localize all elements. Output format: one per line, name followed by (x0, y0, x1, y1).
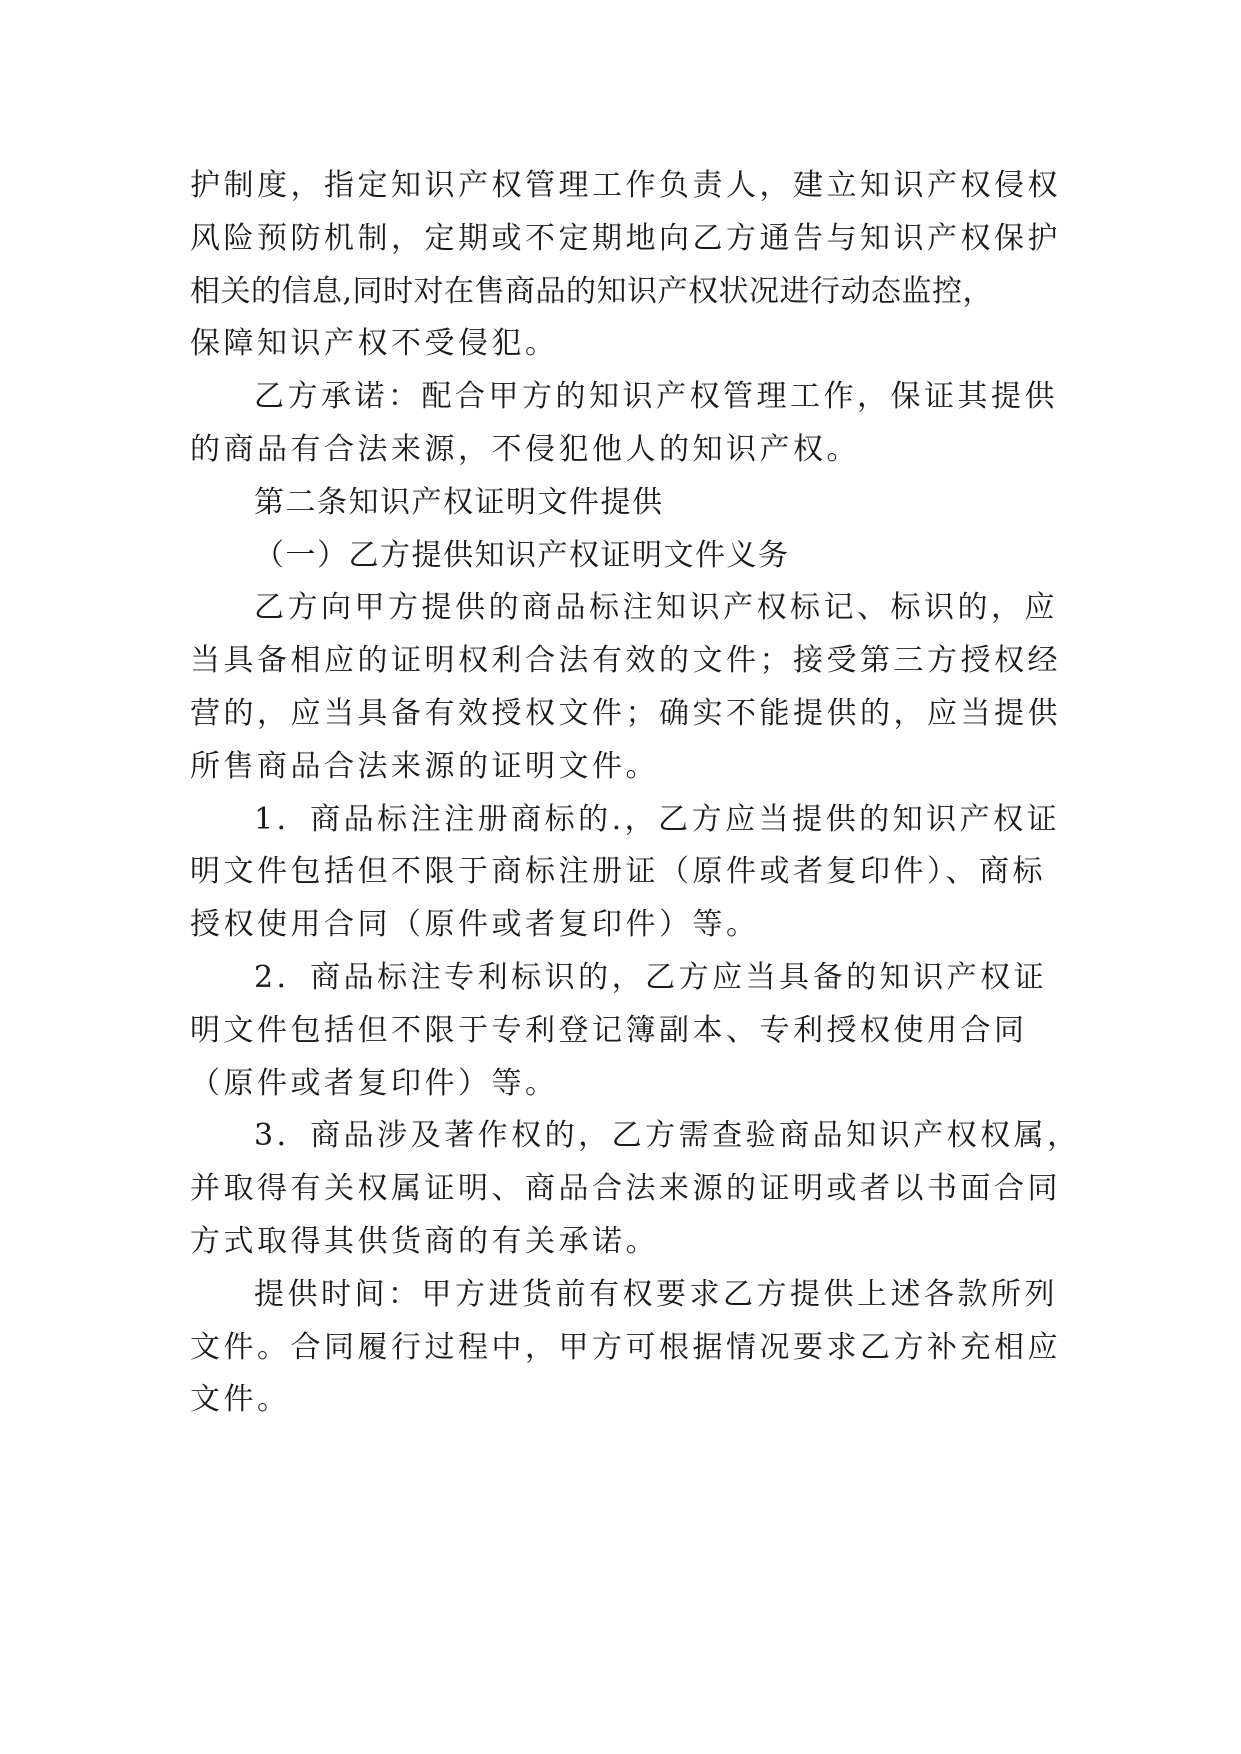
body-line: 文件。 (190, 1382, 291, 1418)
body-line: 营的，应当具备有效授权文件；确实不能提供的，应当提供 (190, 695, 1061, 731)
body-line: 授权使用合同（原件或者复印件）等。 (190, 907, 760, 943)
paragraph-start-line: 提供时间：甲方进货前有权要求乙方提供上述各款所列 (254, 1276, 1058, 1312)
section-heading: 第二条知识产权证明文件提供 (254, 484, 664, 520)
list-item-1-line: 1．商品标注注册商标的.，乙方应当提供的知识产权证 (254, 801, 1061, 837)
body-line: 风险预防机制，定期或不定期地向乙方通告与知识产权保护 (190, 220, 1061, 256)
body-line: 保障知识产权不受侵犯。 (190, 326, 559, 362)
body-line: 并取得有关权属证明、商品合法来源的证明或者以书面合同 (190, 1171, 1061, 1207)
body-line: 所售商品合法来源的证明文件。 (190, 748, 659, 784)
body-line: 明文件包括但不限于商标注册证（原件或者复印件）、商标 (190, 854, 1046, 890)
body-line: 相关的信息,同时对在售商品的知识产权状况进行动态监控， (190, 273, 994, 309)
body-line: （原件或者复印件）等。 (190, 1065, 559, 1101)
body-line: 文件。合同履行过程中，甲方可根据情况要求乙方补充相应 (190, 1329, 1061, 1365)
list-item-3-line: 3．商品涉及著作权的，乙方需查验商品知识产权权属， (254, 1118, 1081, 1154)
subsection-heading: （一）乙方提供知识产权证明文件义务 (254, 537, 790, 573)
paragraph-start-line: 乙方承诺：配合甲方的知识产权管理工作，保证其提供 (254, 379, 1058, 415)
paragraph-start-line: 乙方向甲方提供的商品标注知识产权标记、标识的，应 (254, 590, 1058, 626)
body-line: 方式取得其供货商的有关承诺。 (190, 1223, 659, 1259)
body-line: 的商品有合法来源，不侵犯他人的知识产权。 (190, 431, 860, 467)
document-body (190, 160, 1090, 1427)
body-line: 当具备相应的证明权利合法有效的文件；接受第三方授权经 (190, 643, 1061, 679)
body-line: 明文件包括但不限于专利登记簿副本、专利授权使用合同 (190, 1012, 1028, 1048)
body-line: 护制度，指定知识产权管理工作负责人，建立知识产权侵权 (190, 168, 1061, 203)
list-item-2-line: 2．商品标注专利标识的，乙方应当具备的知识产权证 (254, 959, 1048, 995)
